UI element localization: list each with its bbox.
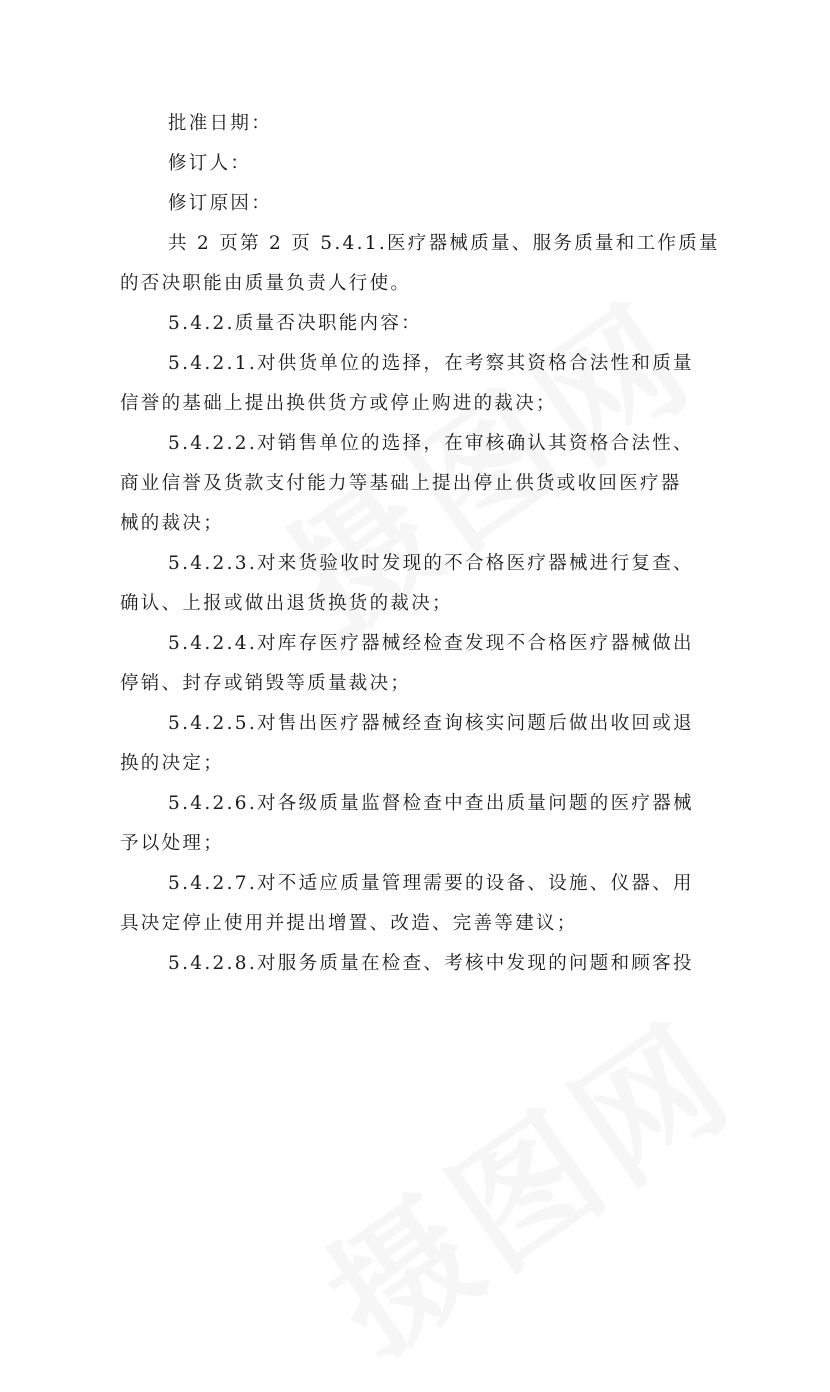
paragraph-5-4-2-5 [120, 704, 700, 784]
paragraph-line: 换的决定； [120, 753, 225, 774]
paragraph-line: 具决定停止使用并提出增置、改造、完善等建议； [120, 913, 578, 934]
paragraph-5-4-2-7 [120, 864, 700, 944]
paragraph-line: 停销、封存或销毁等质量裁决； [120, 673, 412, 694]
paragraph-5-4-2 [120, 304, 700, 344]
paragraph-line: 信誉的基础上提出换供货方或停止购进的裁决； [120, 393, 557, 414]
paragraph-line: 确认、上报或做出退货换货的裁决； [120, 593, 453, 614]
paragraph-5-4-2-1 [120, 344, 700, 424]
paragraph-line: 5.4.2.7.对不适应质量管理需要的设备、设施、仪器、用 [168, 873, 694, 894]
paragraph-line: 的否决职能由质量负责人行使。 [120, 273, 412, 294]
paragraph-line: 共 2 页第 2 页 5.4.1.医疗器械质量、服务质量和工作质量 [168, 233, 720, 254]
paragraph-5-4-2-3 [120, 544, 700, 624]
watermark [283, 969, 767, 1392]
revision-reason-label: 修订原因： [168, 193, 273, 214]
paragraph-line: 商业信誉及货款支付能力等基础上提出停止供货或收回医疗器 [120, 473, 682, 494]
paragraph-line: 5.4.2.1.对供货单位的选择，在考察其资格合法性和质量 [168, 353, 694, 374]
paragraph-5-4-2-2 [120, 424, 700, 544]
paragraph-5-4-2-6 [120, 784, 700, 864]
approval-date-label: 批准日期： [168, 113, 273, 134]
paragraph-line: 5.4.2.质量否决职能内容： [168, 313, 422, 334]
paragraph-line: 5.4.2.5.对售出医疗器械经查询核实问题后做出收回或退 [168, 713, 694, 734]
document-body [120, 104, 720, 984]
paragraph-5-4-2-8 [120, 944, 700, 984]
paragraph-line: 5.4.2.8.对服务质量在检查、考核中发现的问题和顾客投 [168, 953, 694, 974]
paragraph-line: 5.4.2.6.对各级质量监督检查中查出质量问题的医疗器械 [168, 793, 694, 814]
paragraph-5-4-2-4 [120, 624, 700, 704]
paragraph-line: 5.4.2.4.对库存医疗器械经检查发现不合格医疗器械做出 [168, 633, 694, 654]
paragraph-5-4-1 [120, 224, 720, 304]
paragraph-line: 5.4.2.3.对来货验收时发现的不合格医疗器械进行复查、 [168, 553, 694, 574]
paragraph-line: 予以处理； [120, 833, 225, 854]
paragraph-line: 5.4.2.2.对销售单位的选择，在审核确认其资格合法性、 [168, 433, 694, 454]
reviser-label: 修订人： [168, 153, 252, 174]
paragraph-line: 械的裁决； [120, 513, 225, 534]
